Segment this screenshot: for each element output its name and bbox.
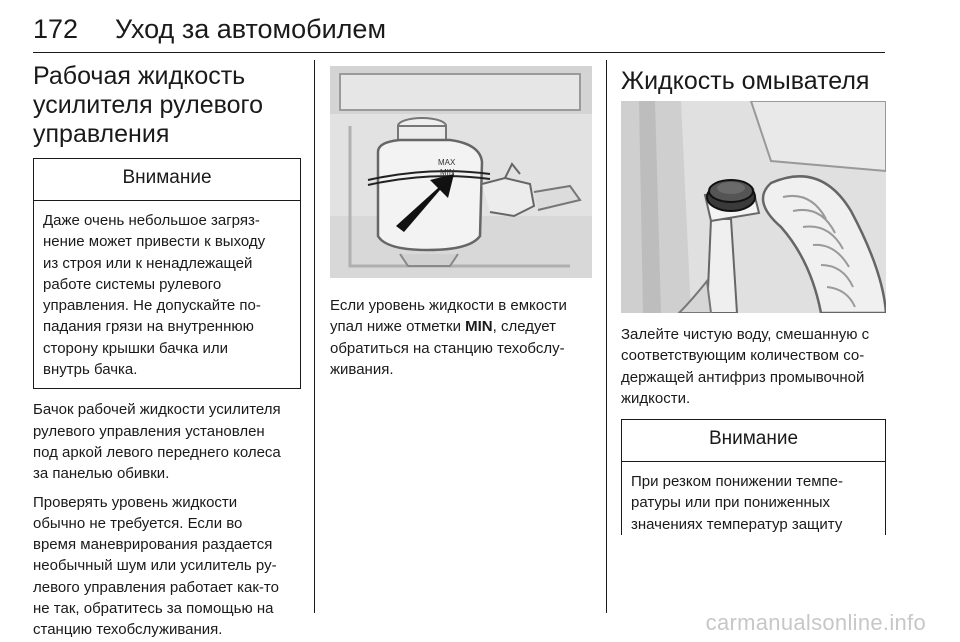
washer-reservoir-illustration — [621, 101, 886, 313]
min-mark-text: MIN — [465, 318, 493, 336]
section-title-line: усилителя рулевого — [33, 91, 263, 119]
column-divider-1 — [314, 60, 315, 613]
text-line: за панелью обивки. — [33, 465, 170, 483]
notice-line: нение может привести к выходу — [43, 233, 266, 251]
notice-line: ратуры или при пониженных — [631, 494, 831, 512]
text-line — [330, 316, 592, 337]
notice-line: Даже очень небольшое загряз- — [43, 212, 260, 229]
text-line: держащей антифриз промывочной — [621, 368, 865, 386]
max-mark-label: MAX — [438, 158, 456, 167]
text-line: под аркой левого переднего колеса — [33, 443, 281, 461]
text-line: станцию техобслуживания. — [33, 621, 223, 639]
text-line: левого управления работает как-то — [33, 578, 279, 596]
notice-text — [622, 462, 885, 535]
chapter-title: Уход за автомобилем — [115, 14, 387, 44]
notice-box — [621, 419, 886, 535]
reservoir-figure — [330, 66, 592, 278]
column-divider-2 — [606, 60, 607, 613]
text-line: Если уровень жидкости в емкости — [330, 297, 567, 314]
notice-line: управления. Не допускайте по- — [43, 297, 261, 315]
section-title-line: Рабочая жидкость — [33, 62, 246, 90]
text-fragment: , следует — [492, 318, 557, 336]
text-line: обратиться на станцию техобслу- — [330, 339, 565, 357]
text-line: обычно не требуется. Если во — [33, 514, 243, 532]
text-line: Проверять уровень жидкости — [33, 493, 238, 511]
page-header — [33, 14, 885, 52]
notice-line: из строя или к ненадлежащей — [43, 254, 253, 272]
header-rule — [33, 52, 885, 53]
text-line: соответствующим количеством со- — [621, 347, 865, 365]
paragraph-level-check — [33, 492, 301, 641]
text-fragment: упал ниже отметки — [330, 318, 466, 336]
section-title-line: управления — [33, 120, 170, 148]
paragraph-min-level — [330, 295, 592, 380]
notice-line: значениях температур защиту — [631, 515, 843, 533]
watermark: carmanualsonline.info — [705, 610, 926, 635]
section-title-power-steering — [33, 62, 301, 149]
notice-box — [33, 158, 301, 389]
page-number: 172 — [33, 14, 79, 44]
text-line: время маневрирования раздается — [33, 536, 273, 554]
right-column — [621, 62, 886, 535]
notice-line: внутрь бачка. — [43, 361, 138, 379]
notice-line: падания грязи на внутреннюю — [43, 318, 254, 336]
text-line: жидкости. — [621, 389, 691, 407]
notice-line: работе системы рулевого — [43, 275, 222, 293]
washer-figure — [621, 101, 886, 313]
notice-text — [34, 201, 300, 388]
notice-line: сторону крышки бачка или — [43, 339, 228, 357]
reservoir-illustration — [330, 66, 592, 278]
text-line: рулевого управления установлен — [33, 422, 265, 440]
middle-column — [330, 62, 592, 380]
text-line: не так, обратитесь за помощью на — [33, 600, 274, 618]
text-line: необычный шум или усилитель ру- — [33, 557, 277, 575]
text-line: Бачок рабочей жидкости усилителя — [33, 401, 281, 419]
text-line: Залейте чистую воду, смешанную с — [621, 326, 870, 343]
left-column — [33, 62, 301, 641]
text-line: живания. — [330, 360, 394, 378]
paragraph-washer-fill — [621, 324, 886, 409]
paragraph-reservoir-location — [33, 399, 301, 484]
notice-line: При резком понижении темпе- — [631, 473, 843, 491]
section-title-washer-fluid: Жидкость омывателя — [621, 67, 870, 95]
min-mark-label: MIN — [440, 168, 455, 177]
notice-title: Внимание — [622, 420, 885, 462]
notice-title: Внимание — [34, 159, 300, 201]
